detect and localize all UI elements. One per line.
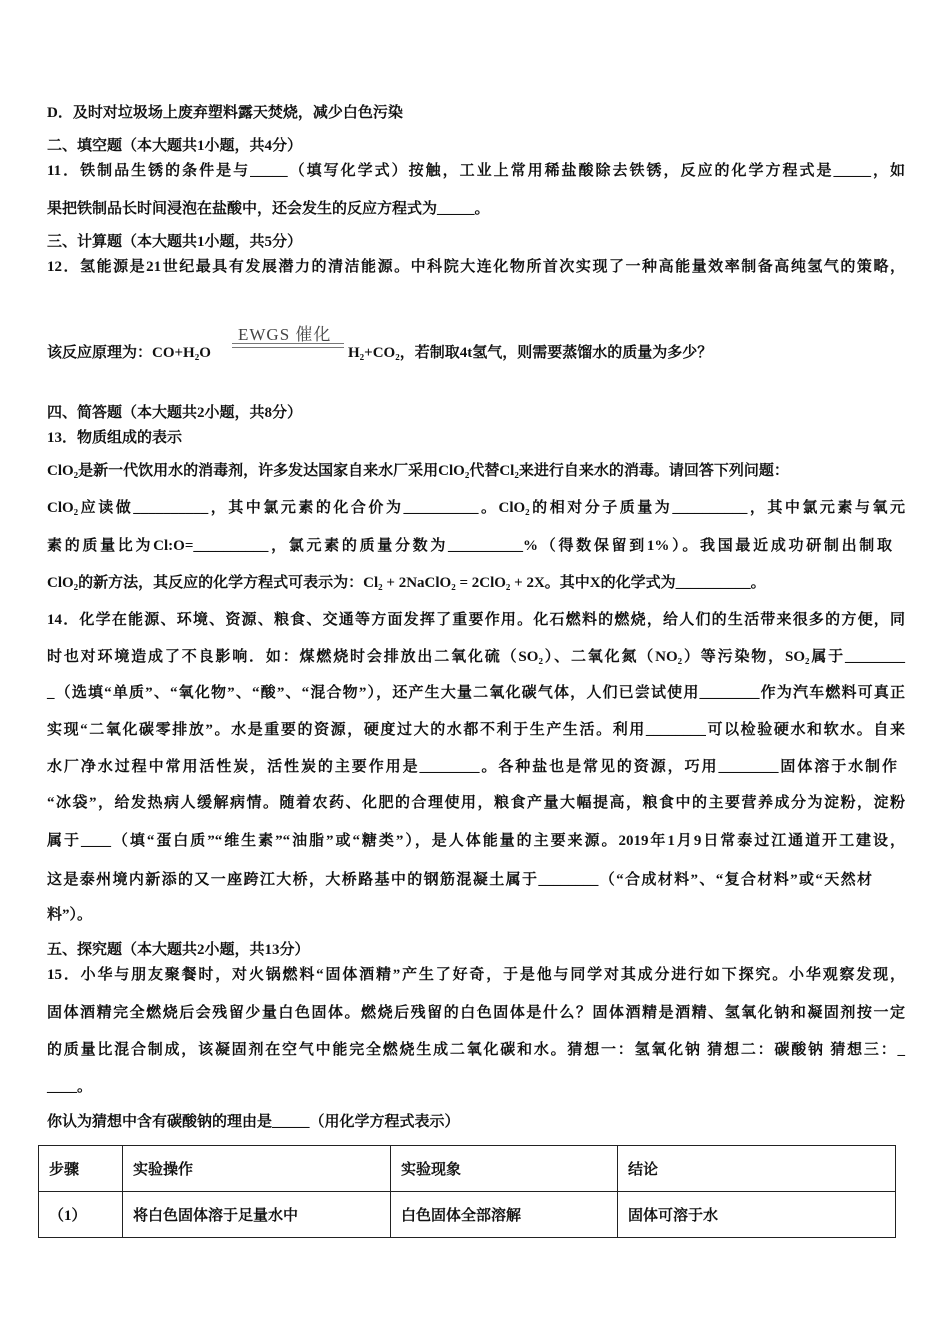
header-phenomenon: 实验现象 [391, 1146, 618, 1192]
cell-phenomenon: 白色固体全部溶解 [391, 1192, 618, 1238]
question-15-line: 固体酒精完全燃烧后会残留少量白色固体。燃烧后残留的白色固体是什么？固体酒精是酒精、氢氧化钠和凝固剂按一定 [47, 1005, 905, 1021]
question-15-line: ____。 [47, 1079, 93, 1095]
question-13-line: ClO₂的新方法，其反应的化学方程式可表示为：Cl₂ + 2NaClO₂ = 2ClO₂ + 2X。其中X的化学式为__________。 [47, 575, 766, 591]
option-d: D．及时对垃圾场上废弃塑料露天焚烧，减少白色污染 [47, 105, 403, 121]
question-12-line: 12．氢能源是21世纪最具有发展潜力的清洁能源。中科院大连化物所首次实现了一种高能量效率制备高纯氢气的策略， [47, 259, 905, 275]
section-heading-short-answer: 四、简答题（本大题共2小题，共8分） [47, 405, 303, 421]
section-heading-fill-in: 二、填空题（本大题共1小题，共4分） [47, 138, 303, 154]
question-13-line: ClO₂是新一代饮用水的消毒剂，许多发达国家自来水厂采用ClO₂代替Cl₂来进行自来水的消毒。请回答下列问题： [47, 463, 789, 479]
reaction-equals-sign [232, 343, 344, 348]
catalyst-label: EWGS 催化 [238, 325, 332, 344]
cell-conclusion: 固体可溶于水 [618, 1192, 896, 1238]
question-15-line: 的质量比混合制成，该凝固剂在空气中能完全燃烧生成二氧化碳和水。猜想一：氢氧化钠 猜想二：碳酸钠 猜想三：_ [47, 1042, 905, 1058]
header-operation: 实验操作 [123, 1146, 391, 1192]
question-13-title: 13．物质组成的表示 [47, 430, 183, 446]
question-11-line: 11．铁制品生锈的条件是与_____（填写化学式）按触，工业上常用稀盐酸除去铁锈，反应的化学方程式是_____，如 [47, 163, 905, 179]
question-15-line: 你认为猜想中含有碳酸钠的理由是_____（用化学方程式表示） [47, 1114, 460, 1130]
header-conclusion: 结论 [618, 1146, 896, 1192]
question-14-line: 14．化学在能源、环境、资源、粮食、交通等方面发挥了重要作用。化石燃料的燃烧，给人们的生活带来很多的方便，同 [47, 612, 905, 628]
question-14-line: _（选填“单质”、“氧化物”、“酸”、“混合物”），还产生大量二氧化碳气体，人们已尝试使用________作为汽车燃料可真正 [47, 685, 905, 701]
table-row [39, 1192, 896, 1238]
cell-step: （1） [39, 1192, 123, 1238]
question-14-line: 时也对环境造成了不良影响．如：煤燃烧时会排放出二氧化硫（SO₂）、二氧化氮（NO₂）等污染物，SO₂属于________ [47, 649, 905, 665]
reaction-reactants: 该反应原理为：CO+H₂O [47, 345, 211, 361]
question-14-line: “冰袋”，给发热病人缓解病情。随着农药、化肥的合理使用，粮食产量大幅提高，粮食中的主要营养成分为淀粉，淀粉 [47, 795, 905, 811]
question-11-line: 果把铁制品长时间浸泡在盐酸中，还会发生的反应方程式为_____。 [47, 201, 490, 217]
section-heading-inquiry: 五、探究题（本大题共2小题，共13分） [47, 942, 310, 958]
table-header-row [39, 1146, 896, 1192]
question-14-line: 实现“二氧化碳零排放”。水是重要的资源，硬度过大的水都不利于生产生活。利用________可以检验硬水和软水。自来 [47, 722, 905, 738]
question-14-line: 料”）。 [47, 907, 93, 923]
question-13-line: 素的质量比为Cl:O=__________，氯元素的质量分数为__________%（得数保留到1%）。我国最近成功研制出制取 [47, 538, 892, 554]
question-14-line: 水厂净水过程中常用活性炭，活性炭的主要作用是________。各种盐也是常见的资源，巧用________固体溶于水制作 [47, 759, 897, 775]
question-14-line: 这是泰州境内新添的又一座跨江大桥，大桥路基中的钢筋混凝土属于________（“合成材料”、“复合材料”或“天然材 [47, 872, 872, 888]
cell-operation: 将白色固体溶于足量水中 [123, 1192, 391, 1238]
experiment-table [38, 1145, 896, 1238]
question-15-line: 15．小华与朋友聚餐时，对火锅燃料“固体酒精”产生了好奇，于是他与同学对其成分进行如下探究。小华观察发现， [47, 967, 905, 983]
question-13-line: ClO₂应读做__________，其中氯元素的化合价为__________。ClO₂的相对分子质量为__________，其中氯元素与氧元 [47, 500, 905, 516]
reaction-products-question: H₂+CO₂，若制取4t氢气，则需要蒸馏水的质量为多少？ [348, 345, 713, 361]
question-14-line: 属于____（填“蛋白质”“维生素”“油脂”或“糖类”），是人体能量的主要来源。2019年1月9日常泰过江通道开工建设， [47, 833, 905, 849]
header-step: 步骤 [39, 1146, 123, 1192]
section-heading-calculation: 三、计算题（本大题共1小题，共5分） [47, 234, 303, 250]
